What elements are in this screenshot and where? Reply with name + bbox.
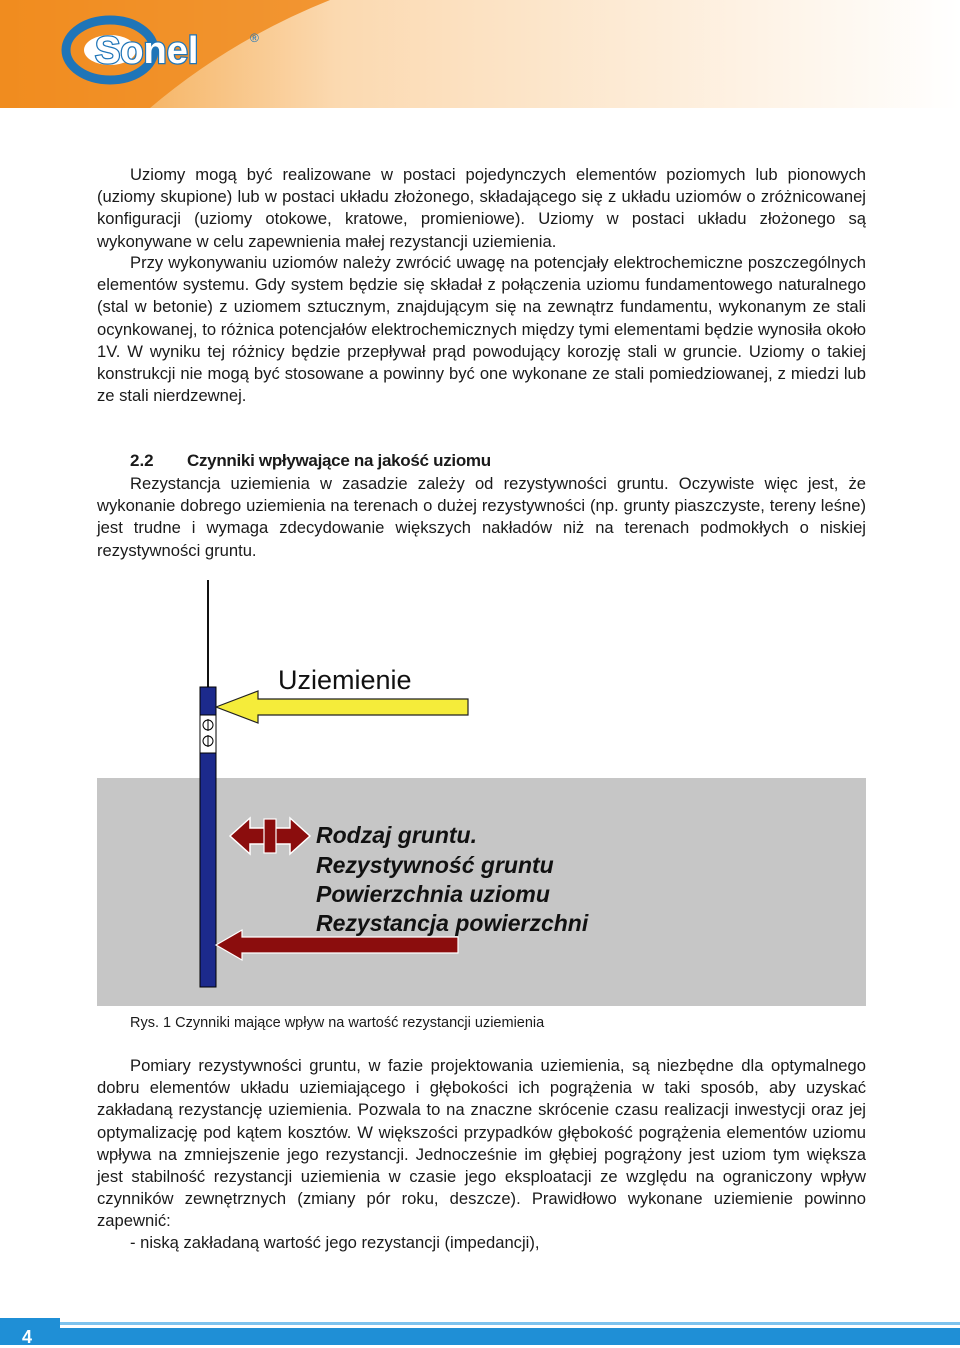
label-rezystywnosc-gruntu: Rezystywność gruntu	[316, 852, 554, 878]
label-uziemienie: Uziemienie	[278, 665, 412, 695]
page-number: 4	[22, 1327, 33, 1347]
paragraph-2: Przy wykonywaniu uziomów należy zwrócić uwagę na potencjały elektrochemiczne poszczególnych elementów systemu. Gdy system będzie się składał z połączenia uziomu fundamentowego naturalnego (stal w betonie) z uziomem sztucznym, znajdującym się na zewnątrz fundamentu, wykonanym ze stali ocynkowanej, to różnica potencjałów elektrochemicznych między tymi elementami będzie wynosiła około 1V. W wyniku tej różnicy będzie przepływał prąd powodujący korozję stali w gruncie. Uziomy o takiej konstrukcji nie mogą być stosowane a powinny być one wykonane ze stali pomiedziowanej, z miedzi lub ze stali nierdzewnej.	[97, 253, 866, 406]
header-banner	[0, 0, 960, 108]
section-title: Czynniki wpływające na jakość uziomu	[187, 451, 491, 470]
label-powierzchnia-uziomu: Powierzchnia uziomu	[316, 881, 550, 907]
logo-text: Sonel	[95, 30, 199, 72]
paragraph-3: Rezystancja uziemienia w zasadzie zależy od rezystywności gruntu. Oczywiste więc jest, że wykonanie dobrego uziemienia na terenach o dużej rezystywności (np. grunty piaszczyste, tereny leśne) jest trudne i wymaga zdecydowanie większych nakładów niż na terenach podmokłych o niskiej rezystywności gruntu.	[97, 474, 866, 560]
paragraph-4: Pomiary rezystywności gruntu, w fazie projektowania uziemienia, są niezbędne dla optymalnego dobru elementów układu uziemiającego i głębokości ich pogrążenia w taki sposób, aby uzyskać zakładaną rezystancję uziemienia. Pozwala to na znaczne skrócenie czasu realizacji inwestycji oraz jej optymalizację pod kątem kosztów. W większości przypadków głębokość pogrążenia elementów uziomu wpływa na zmniejszenie jego rezystancji. Jednocześnie im głębiej pogrążony jest uziom tym większa jest stabilność rezystancji uziemienia w czasie jego eksploatacji ze względu na ograniczony wpływ czynników zewnętrznych (zmiany pór roku, deszcze). Prawidłowo wykonane uziemienie powinno zapewnić:	[97, 1056, 866, 1231]
paragraph-1: Uziomy mogą być realizowane w postaci pojedynczych elementów poziomych lub pionowych (uziomy skupione) lub w postaci układu złożonego, składającego się z układu uziomów o zróżnicowanej konfiguracji (uziomy otokowe, kratowe, promieniowe). Uziomy w postaci układu złożonego są wykonywane w celu zapewnienia małej rezystancji uziemienia.	[97, 165, 866, 251]
figure-grounding-factors	[0, 575, 960, 1015]
figure-caption: Rys. 1 Czynniki mające wpływ na wartość rezystancji uziemienia	[130, 1015, 545, 1031]
registered-mark: ®	[250, 31, 259, 45]
section-number: 2.2	[130, 451, 154, 470]
paragraph-5: - niską zakładaną wartość jego rezystancji (impedancji),	[130, 1233, 540, 1252]
footer-bar	[0, 1318, 960, 1345]
label-rezystancja-powierzchni: Rezystancja powierzchni	[316, 910, 589, 936]
label-rodzaj-gruntu: Rodzaj gruntu.	[316, 822, 477, 848]
